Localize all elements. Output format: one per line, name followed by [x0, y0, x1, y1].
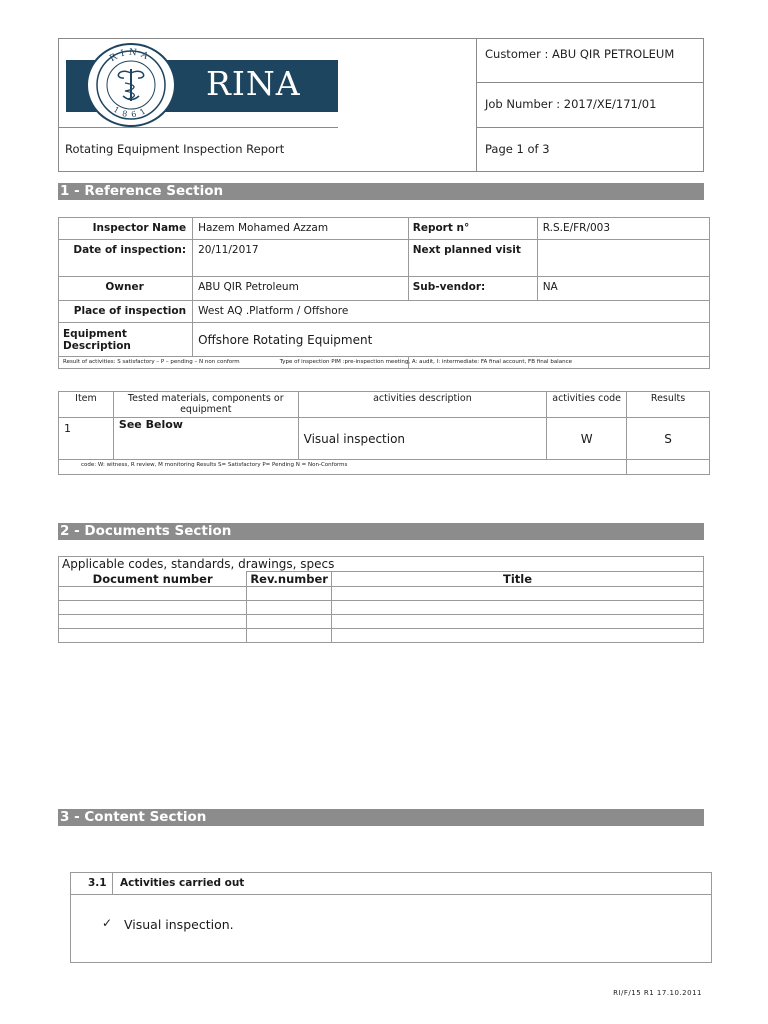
date-label: Date of inspection: [59, 240, 193, 277]
col-header-document-number: Document number [59, 572, 247, 587]
description-cell: Visual inspection [298, 418, 547, 460]
report-no-label: Report n° [408, 218, 537, 240]
next-visit-label: Next planned visit [408, 240, 537, 277]
materials-cell: See Below [113, 418, 298, 460]
col-header-rev-number: Rev.number [247, 572, 332, 587]
owner-label: Owner [59, 277, 193, 301]
date-value: 20/11/2017 [193, 240, 409, 277]
table-row [59, 418, 710, 460]
title-cell [331, 601, 703, 615]
documents-table [58, 556, 704, 643]
activity-item: Visual inspection. [124, 917, 234, 932]
inspector-name-label: Inspector Name [59, 218, 193, 240]
divider [112, 872, 113, 894]
activity-section-heading: Activities carried out [120, 877, 245, 889]
rev-number-cell [247, 615, 332, 629]
activity-section-number: 3.1 [88, 877, 107, 889]
page-indicator: Page 1 of 3 [485, 142, 550, 156]
svg-text:RINA: RINA [108, 47, 154, 65]
activities-table [58, 391, 710, 475]
divider [70, 894, 712, 895]
result-cell: S [627, 418, 710, 460]
report-no-value: R.S.E/FR/003 [537, 218, 709, 240]
divider [58, 127, 338, 128]
form-code: RI/F/15 R1 17.10.2011 [613, 989, 702, 997]
subvendor-value: NA [537, 277, 709, 301]
logo-text: RINA [206, 64, 301, 103]
subvendor-label: Sub-vendor: [408, 277, 537, 301]
inspector-name-value: Hazem Mohamed Azzam [193, 218, 409, 240]
owner-value: ABU QIR Petroleum [193, 277, 409, 301]
title-cell [331, 615, 703, 629]
next-visit-value [537, 240, 709, 277]
reference-table [58, 217, 710, 369]
table-row [59, 615, 704, 629]
divider [476, 127, 704, 128]
table-row [59, 587, 704, 601]
customer-label: Customer : ABU QIR PETROLEUM [485, 47, 675, 61]
rev-number-cell [247, 629, 332, 643]
rina-seal-icon [86, 43, 176, 127]
document-number-cell [59, 601, 247, 615]
table-row [59, 601, 704, 615]
title-cell [331, 629, 703, 643]
svg-text:1861: 1861 [111, 103, 152, 120]
equipment-label: Equipment Description [59, 323, 193, 357]
title-cell [331, 587, 703, 601]
document-number-cell [59, 629, 247, 643]
col-header-materials: Tested materials, components or equipment [113, 392, 298, 418]
col-header-code: activities code [547, 392, 627, 418]
rev-number-cell [247, 587, 332, 601]
col-header-description: activities description [298, 392, 547, 418]
col-header-item: Item [59, 392, 114, 418]
code-cell: W [547, 418, 627, 460]
inspection-type-legend: Type of inspection PIM :pre-inspection meeting, A: audit, I: intermediate: FA final account, FB final balance [275, 357, 576, 369]
table-row [59, 629, 704, 643]
col-header-title: Title [331, 572, 703, 587]
documents-caption: Applicable codes, standards, drawings, specs [59, 557, 704, 572]
divider [476, 38, 477, 172]
document-number-cell [59, 587, 247, 601]
place-value: West AQ .Platform / Offshore [193, 301, 710, 323]
section-header-reference: 1 - Reference Section [58, 183, 704, 200]
place-label: Place of inspection [59, 301, 193, 323]
code-legend: code: W: witness, R review, M monitoring Results S= Satisfactory P= Pending N = Non-Conforms [59, 460, 627, 475]
result-legend: Result of activities: S satisfactory – P – pending – N non conform [59, 357, 409, 369]
section-header-content: 3 - Content Section [58, 809, 704, 826]
report-title: Rotating Equipment Inspection Report [65, 142, 285, 156]
section-header-documents: 2 - Documents Section [58, 523, 704, 540]
document-number-cell [59, 615, 247, 629]
divider [476, 82, 704, 83]
col-header-results: Results [627, 392, 710, 418]
equipment-value: Offshore Rotating Equipment [193, 323, 710, 357]
rev-number-cell [247, 601, 332, 615]
item-cell: 1 [59, 418, 114, 460]
checkmark-icon: ✓ [102, 916, 113, 930]
job-number: Job Number : 2017/XE/171/01 [485, 97, 657, 111]
empty-cell [627, 460, 710, 475]
